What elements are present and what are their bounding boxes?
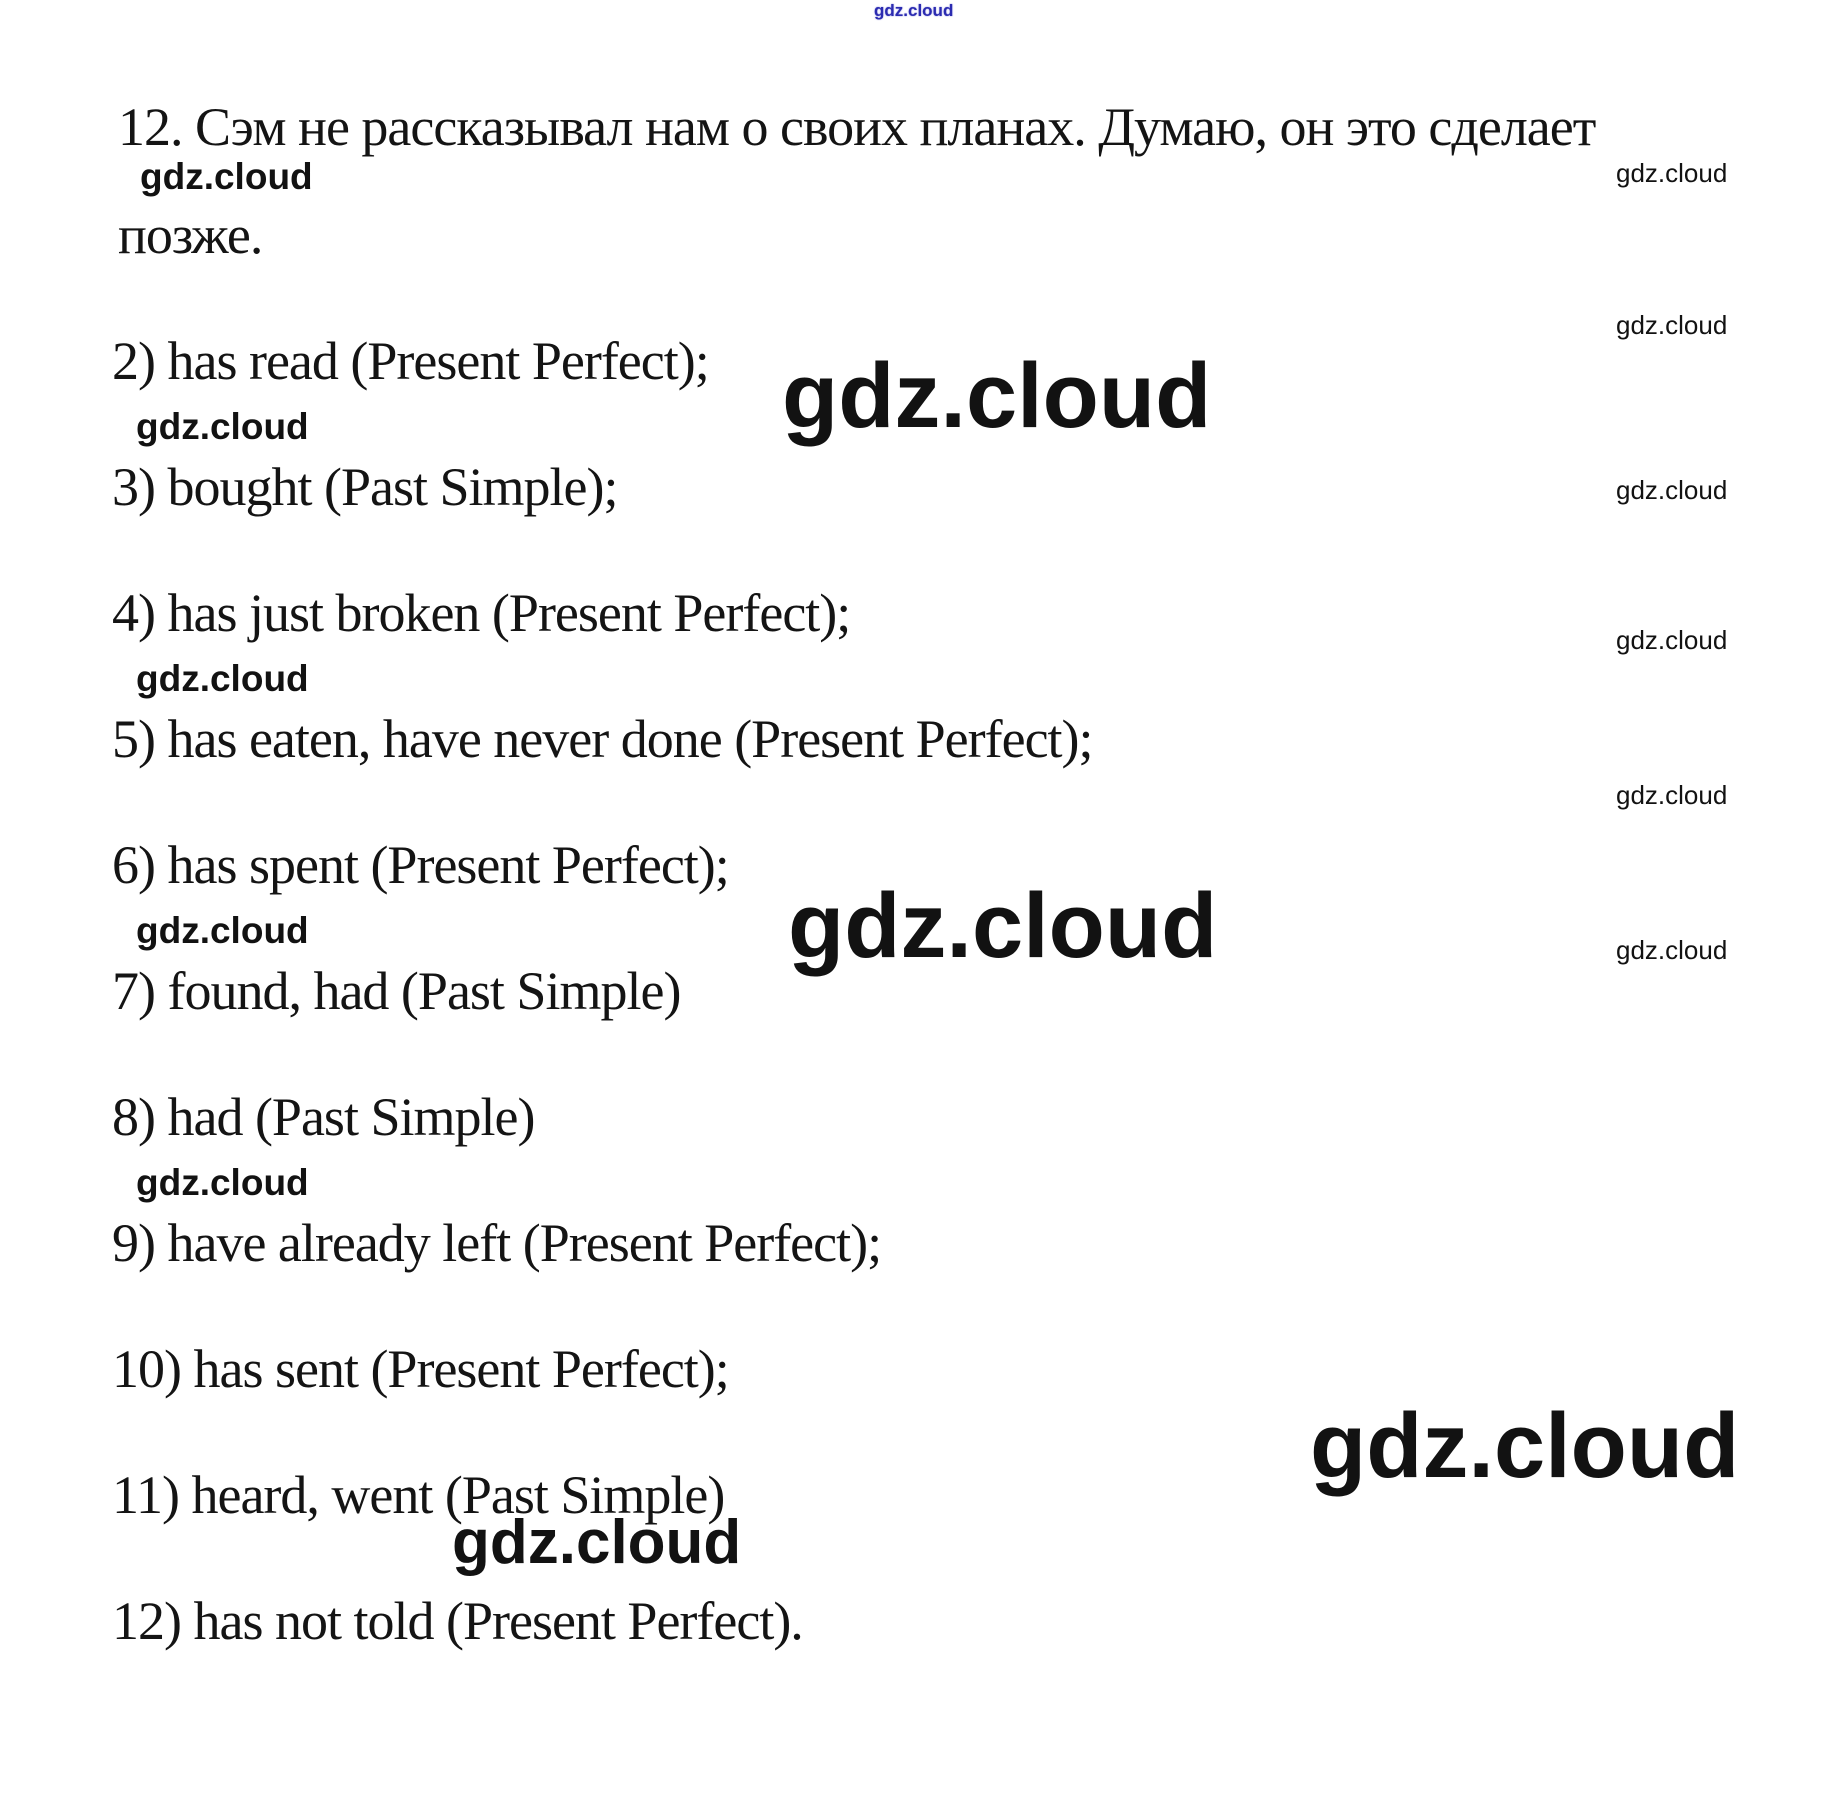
answer-item-3: 3) bought (Past Simple);	[112, 457, 618, 517]
watermark-gdz-cloud: gdz.cloud	[136, 1162, 309, 1203]
answer-item-6: 6) has spent (Present Perfect);	[112, 835, 729, 895]
watermark-gdz-cloud: gdz.cloud	[140, 156, 313, 197]
exercise-heading-line-2: позже.	[118, 205, 263, 265]
answer-item-5: 5) has eaten, have never done (Present Perfect);	[112, 709, 1093, 769]
watermark-gdz-cloud: gdz.cloud	[1616, 158, 1728, 188]
exercise-heading-line-1: 12. Сэм не рассказывал нам о своих планах. Думаю, он это сделает	[118, 97, 1596, 157]
answer-item-8: 8) had (Past Simple)	[112, 1087, 535, 1147]
watermark-gdz-cloud: gdz.cloud	[1616, 625, 1728, 655]
watermark-gdz-cloud: gdz.cloud	[136, 658, 309, 699]
watermark-gdz-cloud-medium: gdz.cloud	[452, 1508, 742, 1577]
watermark-gdz-cloud: gdz.cloud	[136, 910, 309, 951]
watermark-gdz-cloud: gdz.cloud	[1616, 780, 1728, 810]
answer-item-2: 2) has read (Present Perfect);	[112, 331, 709, 391]
watermark-gdz-cloud: gdz.cloud	[136, 406, 309, 447]
answer-item-12: 12) has not told (Present Perfect).	[112, 1591, 803, 1651]
answer-item-9: 9) have already left (Present Perfect);	[112, 1213, 882, 1273]
watermark-gdz-cloud: gdz.cloud	[1616, 475, 1728, 505]
answer-item-7: 7) found, had (Past Simple)	[112, 961, 681, 1021]
answer-item-4: 4) has just broken (Present Perfect);	[112, 583, 851, 643]
watermark-gdz-cloud-large: gdz.cloud	[788, 875, 1218, 977]
watermark-gdz-cloud: gdz.cloud	[1616, 310, 1728, 340]
answer-item-10: 10) has sent (Present Perfect);	[112, 1339, 729, 1399]
watermark-gdz-cloud-large: gdz.cloud	[1310, 1395, 1740, 1497]
watermark-gdz-cloud: gdz.cloud	[1616, 935, 1728, 965]
watermark-gdz-cloud-large: gdz.cloud	[782, 345, 1212, 447]
watermark-gdz-cloud-blue: gdz.cloud	[874, 1, 954, 20]
answer-item-11: 11) heard, went (Past Simple)	[112, 1465, 725, 1525]
